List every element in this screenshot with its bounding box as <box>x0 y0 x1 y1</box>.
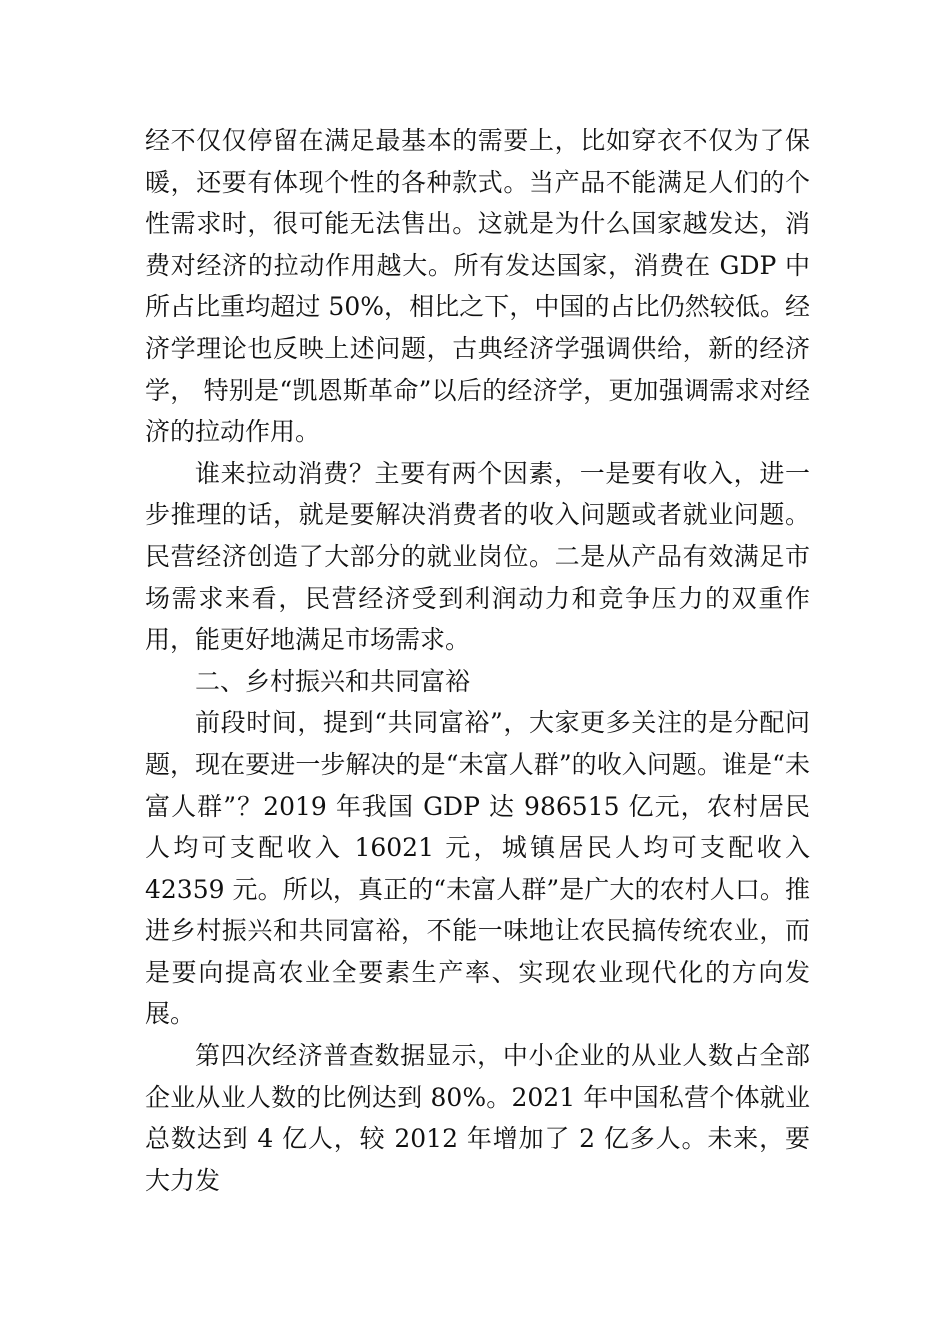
section-heading-rural-revitalization: 二、乡村振兴和共同富裕 <box>195 666 471 696</box>
document-body <box>145 120 810 1201</box>
paragraph-common-prosperity: 前段时间，提到“共同富裕”，大家更多关注的是分配问题，现在要进一步解决的是“未富人群”的收入问题。谁是“未富人群”？2019 年我国 GDP 达 986515 亿元，农村居民人均可支配收入 16021 元，城镇居民人均可支配收入 42359 元。所以，真正的“未富人群”是广大的农村人口。推进乡村振兴和共同富裕，不能一味地让农民搞传统农业，而是要向提高农业全要素生产率、实现农业现代化的方向发展。 <box>145 708 810 1029</box>
paragraph-who-drives-consumption: 谁来拉动消费？主要有两个因素，一是要有收入，进一步推理的话，就是要解决消费者的收入问题或者就业问题。民营经济创造了大部分的就业岗位。二是从产品有效满足市场需求来看，民营经济受到利润动力和竞争压力的双重作用，能更好地满足市场需求。 <box>145 458 810 655</box>
paragraph-consumption-demand: 经不仅仅停留在满足最基本的需要上，比如穿衣不仅为了保暖，还要有体现个性的各种款式。当产品不能满足人们的个性需求时，很可能无法售出。这就是为什么国家越发达，消费对经济的拉动作用越大。所有发达国家，消费在 GDP 中所占比重均超过 50%，相比之下，中国的占比仍然较低。经济学理论也反映上述问题，古典经济学强调供给，新的经济学， 特别是“凯恩斯革命”以后的经济学，更加强调需求对经济的拉动作用。 <box>145 126 810 447</box>
paragraph-economic-census: 第四次经济普查数据显示，中小企业的从业人数占全部企业从业人数的比例达到 80%。2021 年中国私营个体就业总数达到 4 亿人，较 2012 年增加了 2 亿多人。未来，要大力发 <box>145 1041 810 1195</box>
